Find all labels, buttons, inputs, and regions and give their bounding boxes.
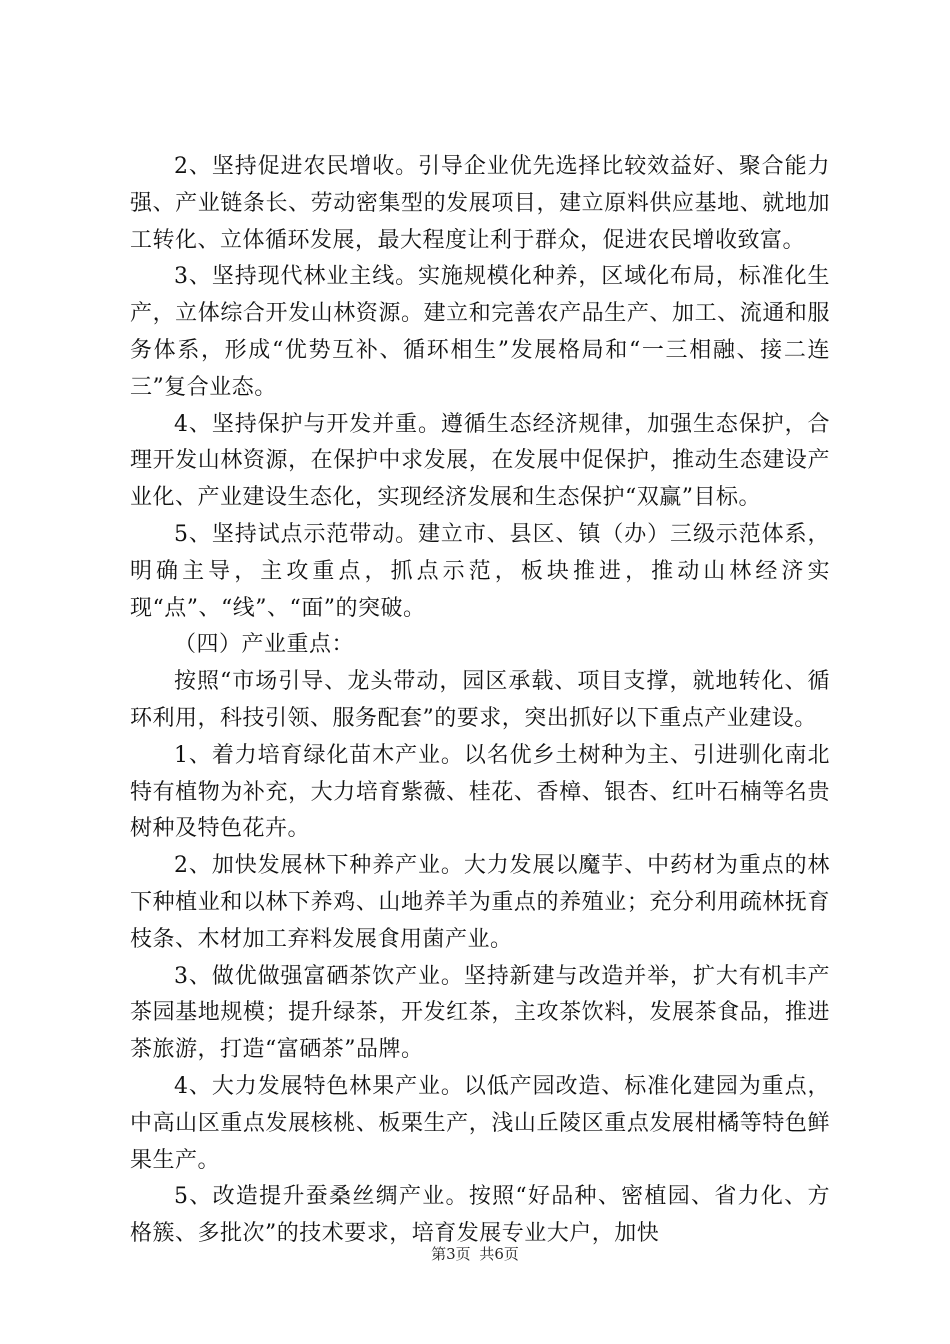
paragraph-industry-4: 4、大力发展特色林果产业。以低产园改造、标准化建园为重点，中高山区重点发展核桃、板栗生产，浅山丘陵区重点发展柑橘等特色鲜果生产。: [130, 1073, 830, 1173]
paragraph-industry-intro: 按照“市场引导、龙头带动，园区承载、项目支撑，就地转化、循环利用，科技引领、服务配套”的要求，突出抓好以下重点产业建设。: [130, 669, 830, 731]
paragraph-principle-5: 5、坚持试点示范带动。建立市、县区、镇（办）三级示范体系，明确主导，主攻重点，抓点示范，板块推进，推动山林经济实现“点”、“线”、“面”的突破。: [130, 521, 830, 621]
paragraph-industry-1: 1、着力培育绿化苗木产业。以名优乡土树种为主、引进驯化南北特有植物为补充，大力培育紫薇、桂花、香樟、银杏、红叶石楠等名贵树种及特色花卉。: [130, 742, 830, 842]
page-number: 第3页: [431, 1245, 471, 1263]
page-footer: [0, 1243, 950, 1264]
section-heading-industry-focus: （四）产业重点：: [174, 632, 355, 658]
paragraph-industry-5: 5、改造提升蚕桑丝绸产业。按照“好品种、密植园、省力化、方格簇、多批次”的技术要求，培育发展专业大户，加快: [130, 1184, 830, 1247]
page-total: 共6页: [479, 1245, 519, 1263]
paragraph-industry-2: 2、加快发展林下种养产业。大力发展以魔芋、中药材为重点的林下种植业和以林下养鸡、山地养羊为重点的养殖业；充分利用疏林抚育枝条、木材加工弃料发展食用菌产业。: [130, 853, 830, 952]
paragraph-principle-2: 2、坚持促进农民增收。引导企业优先选择比较效益好、聚合能力强、产业链条长、劳动密集型的发展项目，建立原料供应基地、就地加工转化、立体循环发展，最大程度让利于群众，促进农民增收致富。: [130, 154, 830, 253]
paragraph-principle-3: 3、坚持现代林业主线。实施规模化种养，区域化布局，标准化生产，立体综合开发山林资源。建立和完善农产品生产、加工、流通和服务体系，形成“优势互补、循环相生”发展格局和“一三相融、接二连三”复合业态。: [130, 264, 830, 400]
paragraph-principle-4: 4、坚持保护与开发并重。遵循生态经济规律，加强生态保护，合理开发山林资源，在保护中求发展，在发展中促保护，推动生态建设产业化、产业建设生态化，实现经济发展和生态保护“双赢”目标。: [130, 411, 830, 511]
document-body: [130, 149, 830, 1253]
paragraph-industry-3: 3、做优做强富硒茶饮产业。坚持新建与改造并举，扩大有机丰产茶园基地规模；提升绿茶，开发红茶，主攻茶饮料，发展茶食品，推进茶旅游，打造“富硒茶”品牌。: [130, 963, 830, 1063]
